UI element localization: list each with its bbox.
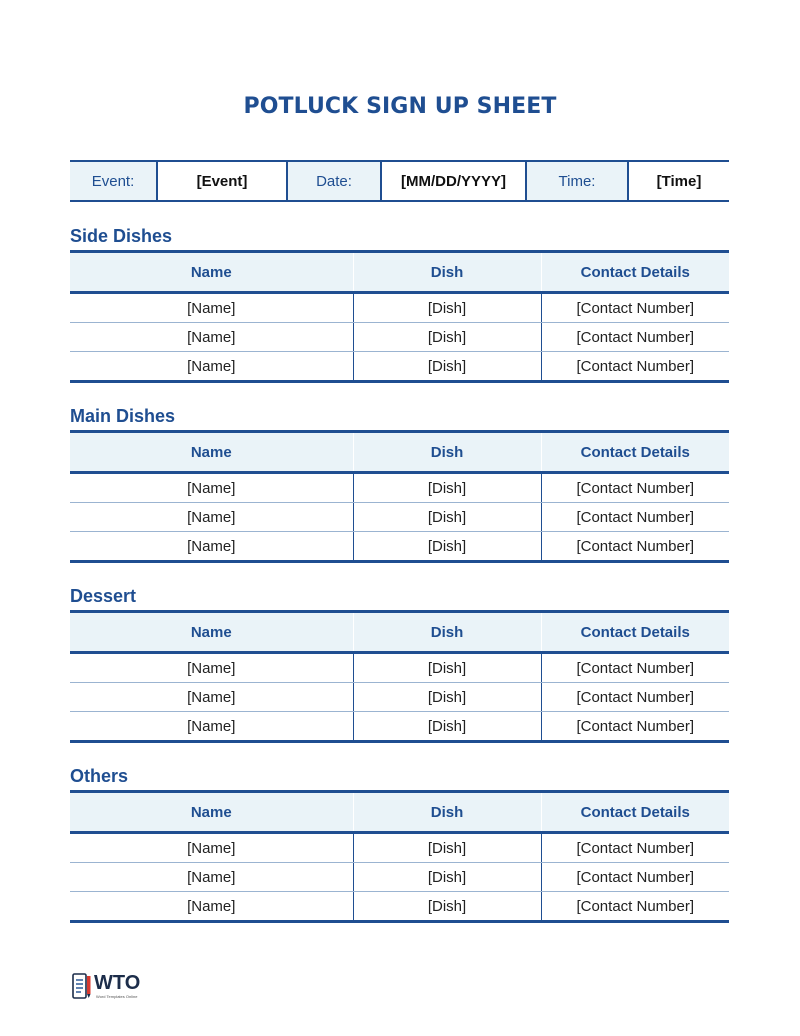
others-table xyxy=(70,790,729,923)
dish-cell[interactable]: [Dish] xyxy=(353,712,541,742)
section-title-main-dishes: Main Dishes xyxy=(70,406,176,426)
name-cell[interactable]: [Name] xyxy=(70,712,353,742)
contact-cell[interactable]: [Contact Number] xyxy=(541,653,729,683)
table-header-row xyxy=(70,792,729,833)
name-cell[interactable]: [Name] xyxy=(70,473,353,503)
dish-cell[interactable]: [Dish] xyxy=(353,323,541,352)
contact-cell[interactable]: [Contact Number] xyxy=(541,863,729,892)
name-cell[interactable]: [Name] xyxy=(70,352,353,382)
logo-tagline: Word Templates Online xyxy=(96,994,138,999)
name-cell[interactable]: [Name] xyxy=(70,892,353,922)
table-row xyxy=(70,833,729,863)
date-field[interactable]: [MM/DD/YYYY] xyxy=(381,161,526,201)
section-title-dessert: Dessert xyxy=(70,586,137,606)
dish-cell[interactable]: [Dish] xyxy=(353,833,541,863)
table-header-row xyxy=(70,252,729,293)
column-header-dish: Dish xyxy=(353,612,541,653)
table-row xyxy=(70,532,729,562)
name-cell[interactable]: [Name] xyxy=(70,503,353,532)
side-dishes-table xyxy=(70,250,729,383)
table-row xyxy=(70,503,729,532)
dish-cell[interactable]: [Dish] xyxy=(353,863,541,892)
event-info-bar xyxy=(70,160,729,202)
contact-cell[interactable]: [Contact Number] xyxy=(541,892,729,922)
table-row xyxy=(70,323,729,352)
contact-cell[interactable]: [Contact Number] xyxy=(541,503,729,532)
name-cell[interactable]: [Name] xyxy=(70,532,353,562)
table-row xyxy=(70,683,729,712)
contact-cell[interactable]: [Contact Number] xyxy=(541,352,729,382)
column-header-name: Name xyxy=(70,792,353,833)
page-title: POTLUCK SIGN UP SHEET xyxy=(243,94,557,119)
column-header-contact: Contact Details xyxy=(541,432,729,473)
table-row xyxy=(70,293,729,323)
dish-cell[interactable]: [Dish] xyxy=(353,503,541,532)
dish-cell[interactable]: [Dish] xyxy=(353,352,541,382)
event-label: Event: xyxy=(70,161,157,201)
dessert-table xyxy=(70,610,729,743)
contact-cell[interactable]: [Contact Number] xyxy=(541,473,729,503)
dish-cell[interactable]: [Dish] xyxy=(353,532,541,562)
contact-cell[interactable]: [Contact Number] xyxy=(541,323,729,352)
column-header-dish: Dish xyxy=(353,792,541,833)
table-row xyxy=(70,352,729,382)
table-row xyxy=(70,473,729,503)
name-cell[interactable]: [Name] xyxy=(70,323,353,352)
wto-logo xyxy=(72,972,162,1002)
contact-cell[interactable]: [Contact Number] xyxy=(541,833,729,863)
contact-cell[interactable]: [Contact Number] xyxy=(541,712,729,742)
dish-cell[interactable]: [Dish] xyxy=(353,683,541,712)
column-header-contact: Contact Details xyxy=(541,252,729,293)
column-header-contact: Contact Details xyxy=(541,612,729,653)
column-header-dish: Dish xyxy=(353,432,541,473)
column-header-dish: Dish xyxy=(353,252,541,293)
column-header-name: Name xyxy=(70,252,353,293)
column-header-name: Name xyxy=(70,612,353,653)
table-header-row xyxy=(70,432,729,473)
name-cell[interactable]: [Name] xyxy=(70,683,353,712)
logo-text: WTO xyxy=(94,972,141,994)
section-title-side-dishes: Side Dishes xyxy=(70,226,173,246)
column-header-name: Name xyxy=(70,432,353,473)
name-cell[interactable]: [Name] xyxy=(70,863,353,892)
date-label: Date: xyxy=(287,161,381,201)
name-cell[interactable]: [Name] xyxy=(70,293,353,323)
time-field[interactable]: [Time] xyxy=(628,161,729,201)
column-header-contact: Contact Details xyxy=(541,792,729,833)
contact-cell[interactable]: [Contact Number] xyxy=(541,532,729,562)
contact-cell[interactable]: [Contact Number] xyxy=(541,683,729,712)
document-pencil-icon xyxy=(72,972,92,1000)
main-dishes-table xyxy=(70,430,729,563)
name-cell[interactable]: [Name] xyxy=(70,833,353,863)
table-row xyxy=(70,653,729,683)
table-row xyxy=(70,712,729,742)
dish-cell[interactable]: [Dish] xyxy=(353,473,541,503)
dish-cell[interactable]: [Dish] xyxy=(353,293,541,323)
section-title-others: Others xyxy=(70,766,129,786)
event-field[interactable]: [Event] xyxy=(157,161,287,201)
dish-cell[interactable]: [Dish] xyxy=(353,892,541,922)
table-row xyxy=(70,892,729,922)
table-row xyxy=(70,863,729,892)
time-label: Time: xyxy=(526,161,628,201)
table-header-row xyxy=(70,612,729,653)
contact-cell[interactable]: [Contact Number] xyxy=(541,293,729,323)
name-cell[interactable]: [Name] xyxy=(70,653,353,683)
dish-cell[interactable]: [Dish] xyxy=(353,653,541,683)
